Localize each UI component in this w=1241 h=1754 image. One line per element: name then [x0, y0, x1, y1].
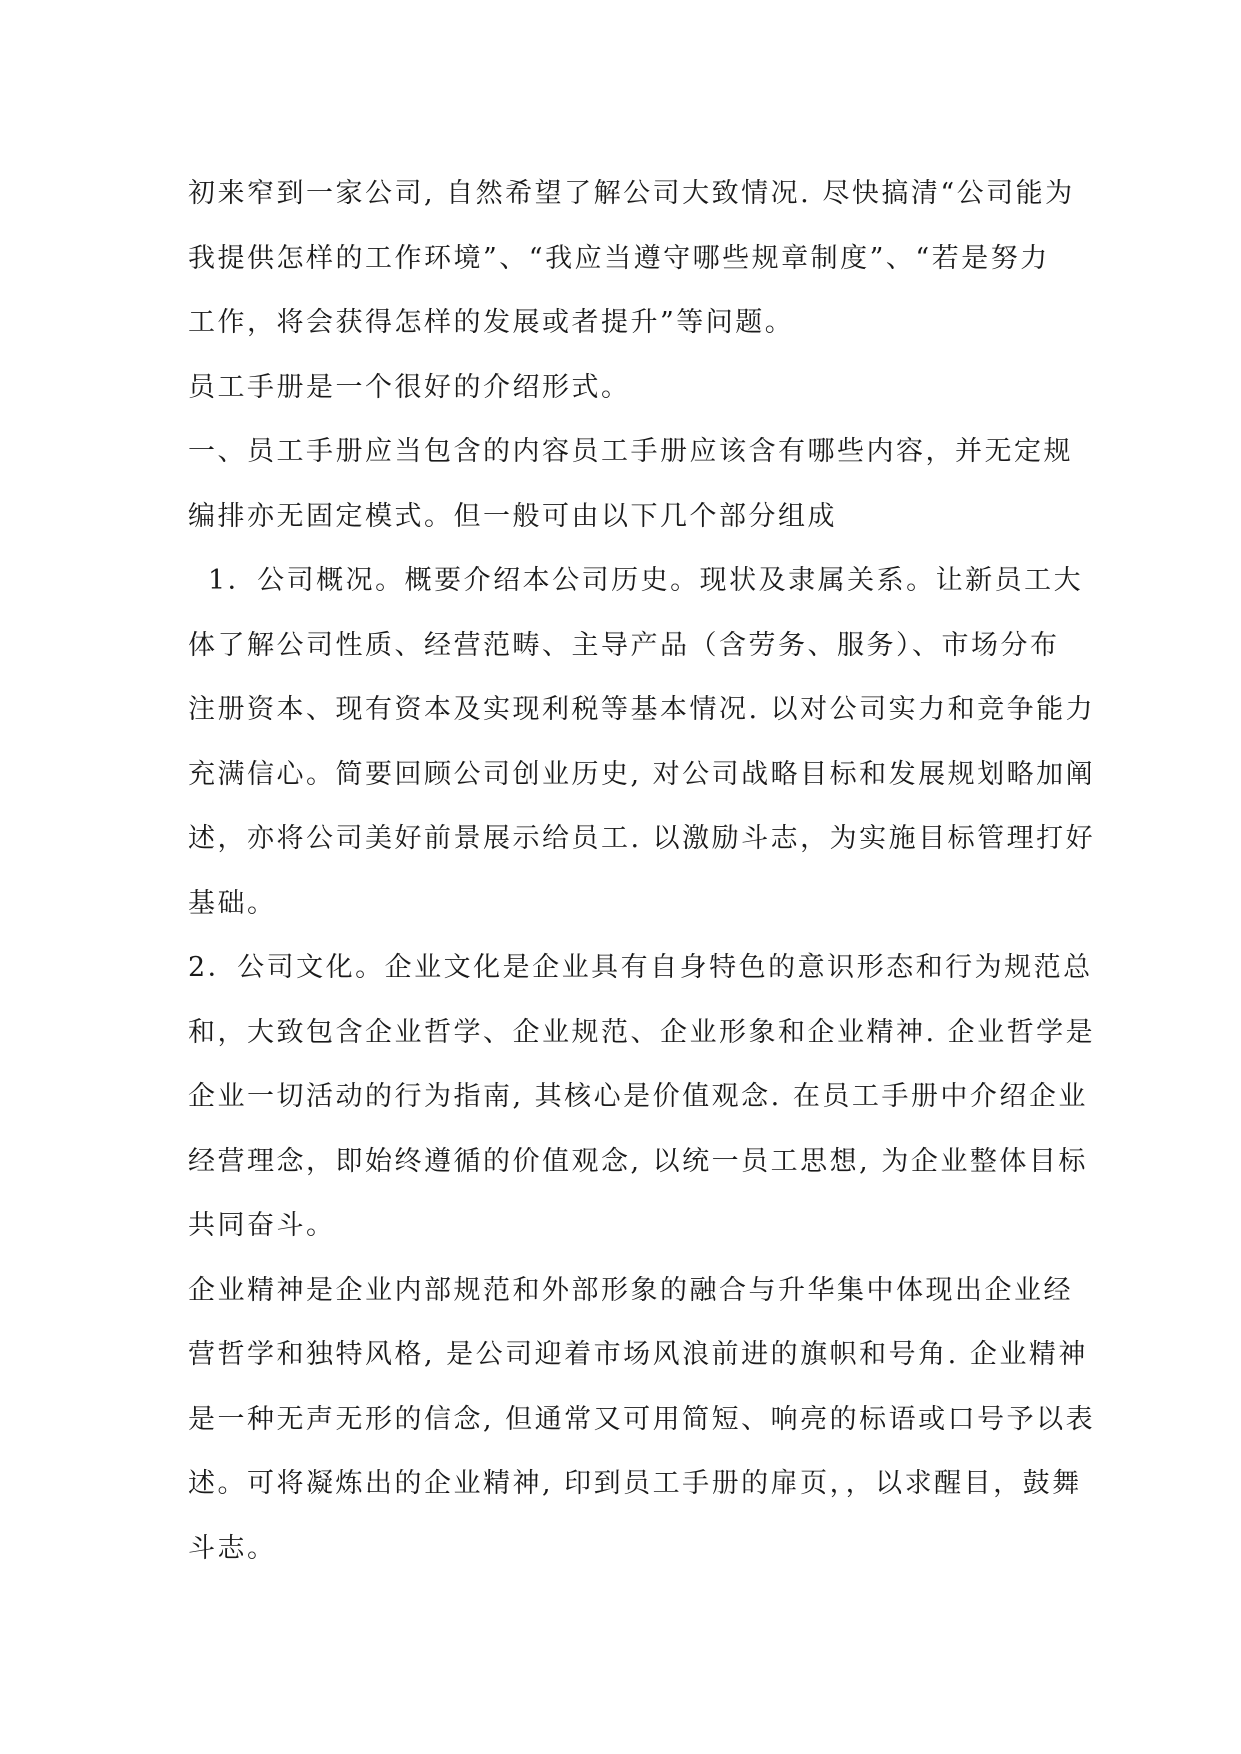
- text-line: 初来窄到一家公司, 自然希望了解公司大致情况. 尽快搞清“公司能为: [188, 178, 1075, 209]
- text-line: 斗志。: [188, 1532, 277, 1564]
- text-line: 共同奋斗。: [188, 1210, 336, 1241]
- text-line: 注册资本、现有资本及实现利税等基本情况. 以对公司实力和竞争能力: [188, 694, 1096, 725]
- text-line: 编排亦无固定模式。但一般可由以下几个部分组成: [188, 500, 837, 532]
- text-line: 体了解公司性质、经营范畴、主导产品（含劳务、服务）、市场分布: [188, 629, 1060, 661]
- text-line: 企业精神是企业内部规范和外部形象的融合与升华集中体现出企业经: [188, 1274, 1073, 1306]
- text-line: 述，亦将公司美好前景展示给员工. 以激励斗志，为实施目标管理打好: [188, 823, 1096, 854]
- text-line: 是一种无声无形的信念, 但通常又可用简短、响亮的标语或口号予以表: [188, 1403, 1096, 1435]
- text-line: 工作，将会获得怎样的发展或者提升”等问题。: [188, 307, 795, 338]
- text-line: 1．公司概况。概要介绍本公司历史。现状及隶属关系。让新员工大: [208, 565, 1084, 596]
- text-line: 基础。: [188, 887, 277, 919]
- text-line: 述。可将凝炼出的企业精神, 印到员工手册的扉页，，以求醒目，鼓舞: [188, 1468, 1082, 1499]
- text-line: 和，大致包含企业哲学、企业规范、企业形象和企业精神. 企业哲学是: [188, 1016, 1096, 1048]
- text-line: 2．公司文化。企业文化是企业具有自身特色的意识形态和行为规范总: [188, 952, 1093, 983]
- text-line: 员工手册是一个很好的介绍形式。: [188, 371, 631, 403]
- body-text: [188, 162, 1096, 1581]
- text-line: 一、员工手册应当包含的内容员工手册应该含有哪些内容，并无定规: [188, 436, 1073, 467]
- text-line: 我提供怎样的工作环境”、“我应当遵守哪些规章制度”、“若是努力: [188, 242, 1050, 274]
- text-line: 充满信心。简要回顾公司创业历史, 对公司战略目标和发展规划略加阐: [188, 758, 1096, 790]
- text-line: 企业一切活动的行为指南, 其核心是价值观念. 在员工手册中介绍企业: [188, 1081, 1088, 1112]
- text-line: 经营理念，即始终遵循的价值观念, 以统一员工思想, 为企业整体目标: [188, 1145, 1088, 1177]
- text-line: 营哲学和独特风格, 是公司迎着市场风浪前进的旗帜和号角. 企业精神: [188, 1339, 1088, 1370]
